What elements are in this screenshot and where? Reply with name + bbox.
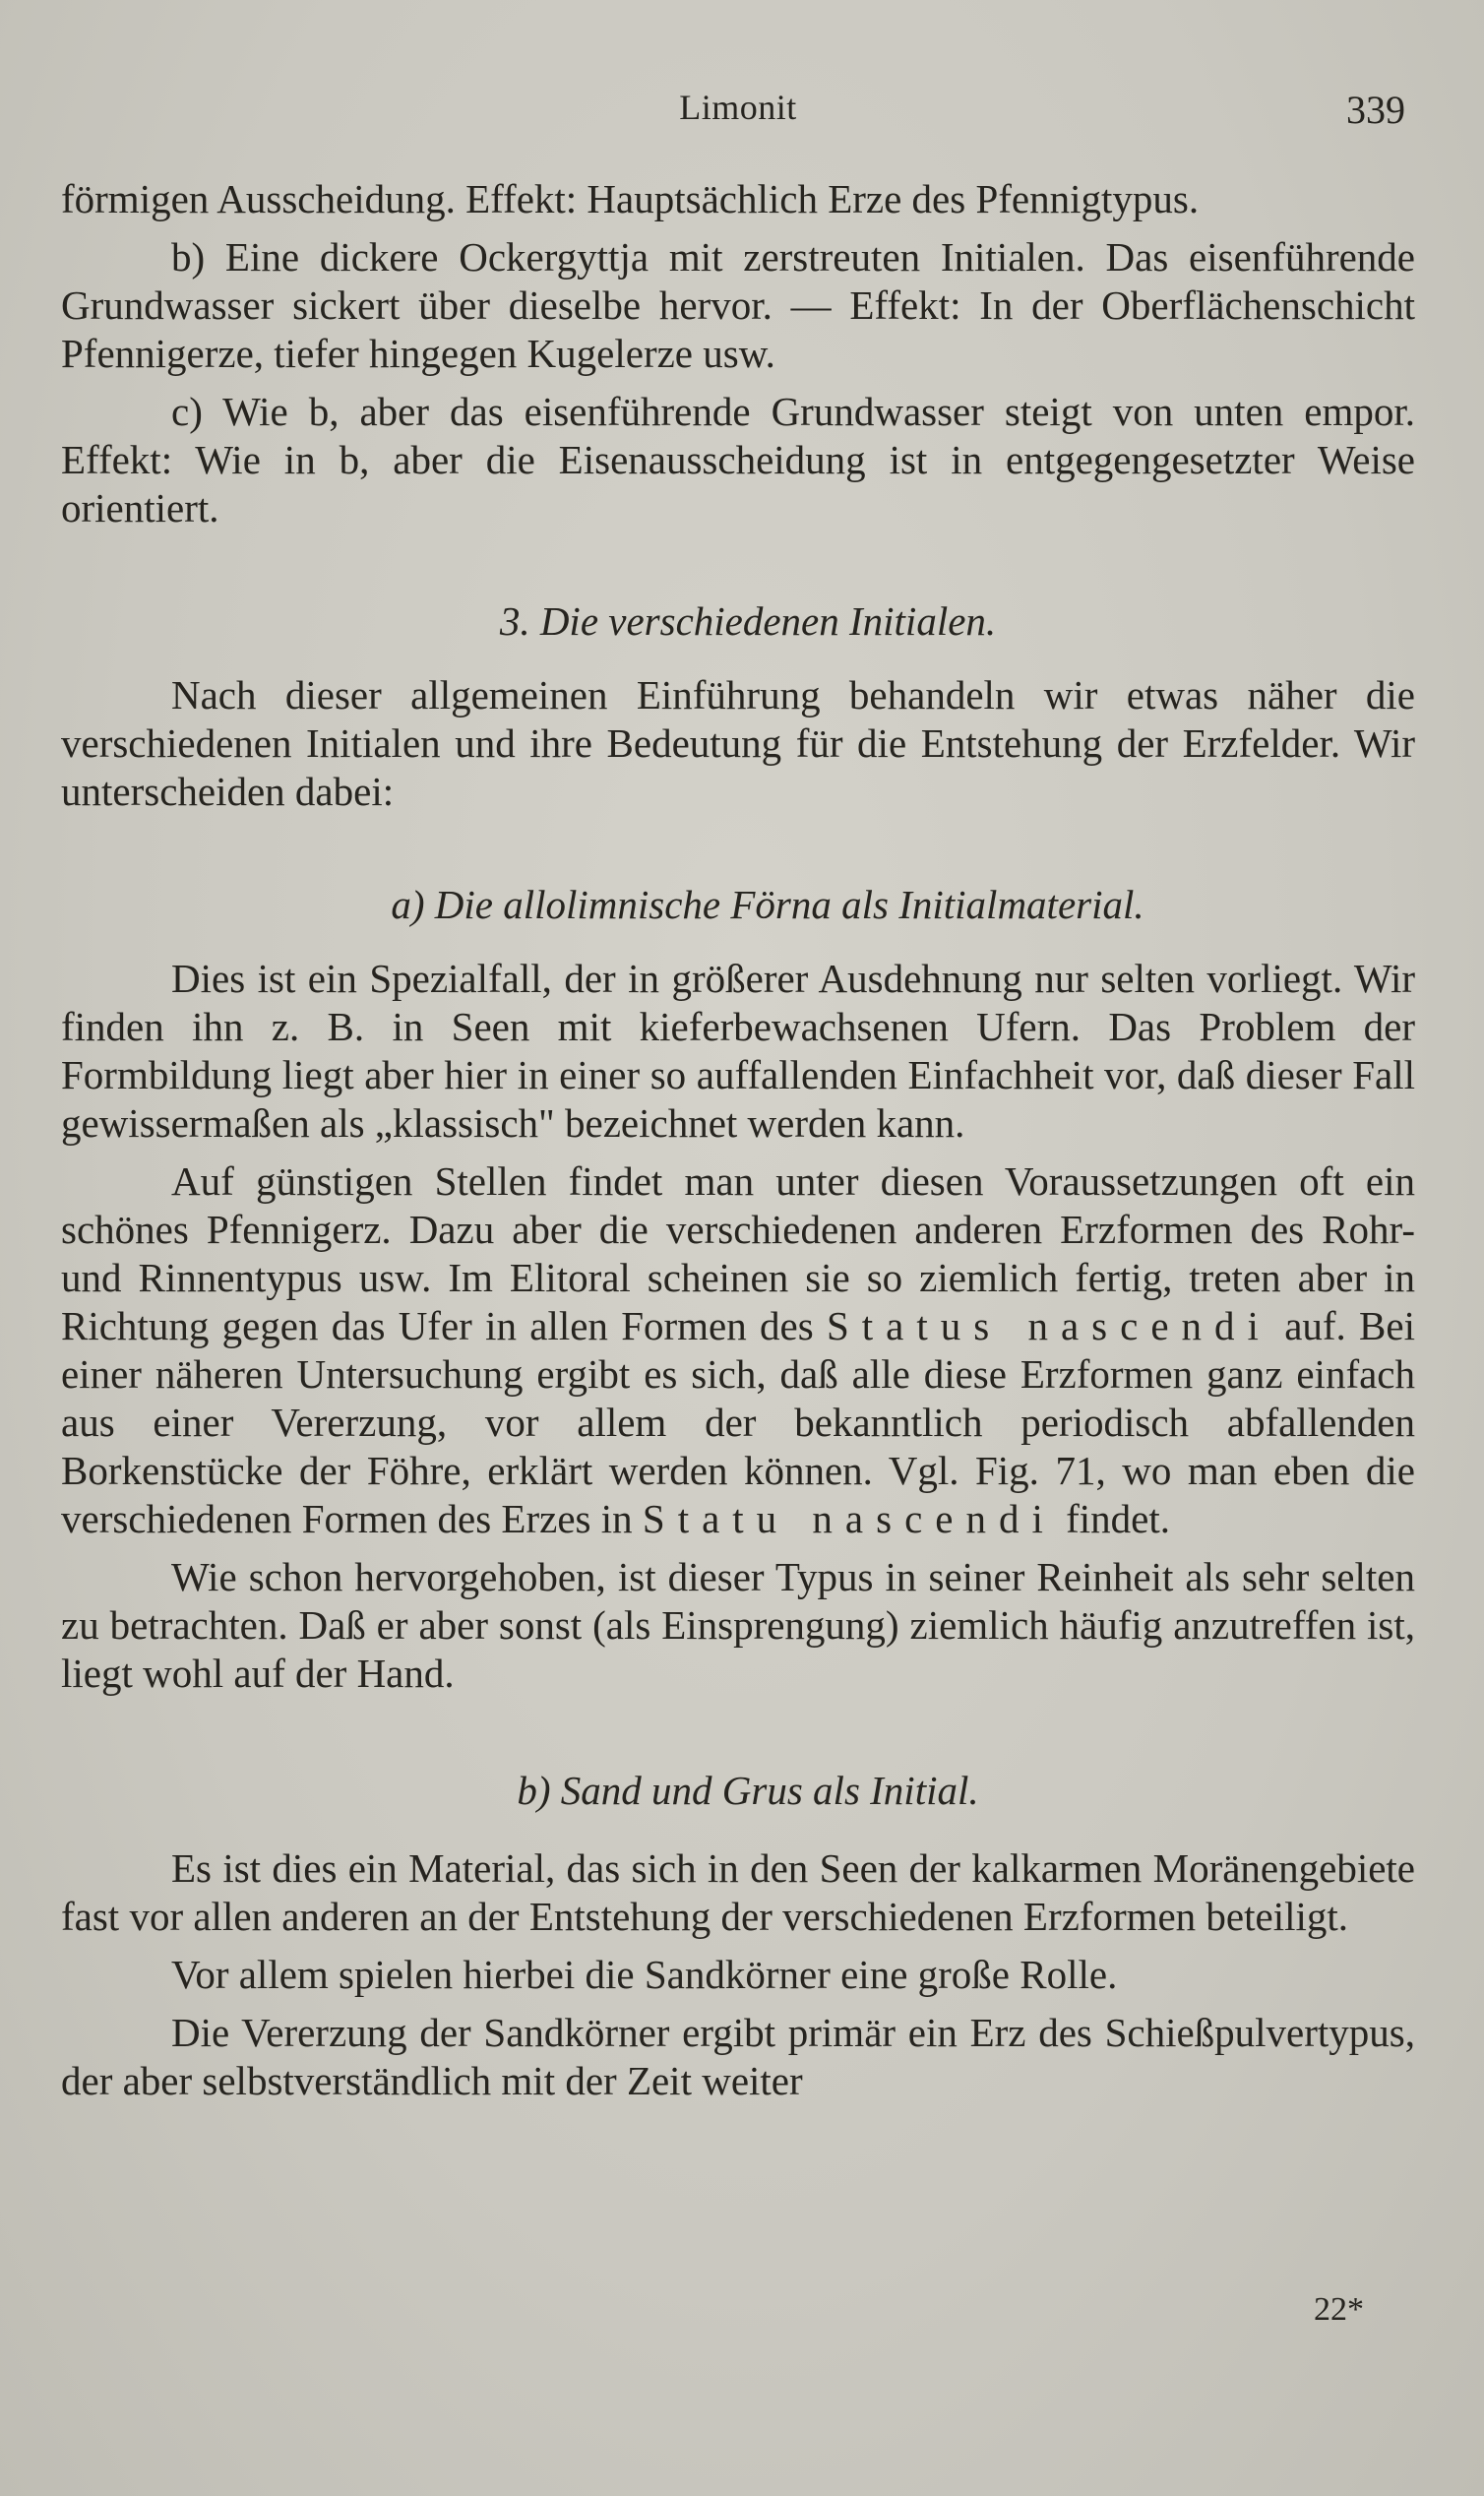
- paragraph-favorable-sites: [61, 1157, 1415, 1543]
- paragraph-ore-formation: Die Vererzung der Sandkörner ergibt primär ein Erz des Schießpulvertypus, der aber selbstverständlich mit der Zeit weiter: [61, 2010, 1415, 2103]
- paragraph-continuation: förmigen Ausscheidung. Effekt: Hauptsächlich Erze des Pfennigtypus.: [61, 176, 1200, 221]
- text-segment: Auf günstigen Stellen findet man unter diesen Voraussetzungen oft ein schönes Pfennigerz. Dazu aber die verschiedenen anderen Erzformen des Rohr- und Rinnentypus usw. Im Elitoral scheinen sie so ziemlich fertig, treten aber in Richtung gegen das Ufer in allen Formen des: [61, 1158, 1415, 1348]
- section-heading: 3. Die verschiedenen Initialen.: [499, 598, 997, 644]
- body-text: [61, 175, 1415, 2105]
- running-title: Limonit: [679, 88, 797, 127]
- spaced-term: Status nascendi: [826, 1303, 1271, 1348]
- subsection-heading-a: a) Die allolimnische Förna als Initialmaterial.: [391, 882, 1144, 927]
- paragraph-special-case: Dies ist ein Spezialfall, der in größerer Ausdehnung nur selten vorliegt. Wir finden ihn z. B. in Seen mit kieferbewachsenen Ufern. Das Problem der Formbildung liegt aber hier in einer so auffallenden Einfachheit vor, daß dieser Fall gewissermaßen als „klassisch" bezeichnet werden kann.: [61, 956, 1415, 1146]
- paragraph-material: Es ist dies ein Material, das sich in den Seen der kalkarmen Moränengebiete fast vor allen anderen an der Entstehung der verschiedenen Erzformen beteiligt.: [61, 1845, 1415, 1939]
- paragraph-intro: Nach dieser allgemeinen Einführung behandeln wir etwas näher die verschiedenen Initialen und ihre Bedeutung für die Entstehung der Erzfelder. Wir unterscheiden dabei:: [61, 672, 1415, 814]
- running-head: [61, 87, 1415, 136]
- paragraph-list-c: c) Wie b, aber das eisenführende Grundwasser steigt von unten empor. Effekt: Wie in b, aber die Eisenausscheidung ist in entgegengesetzter Weise orientiert.: [61, 389, 1415, 530]
- spaced-term: Statu nascendi: [642, 1496, 1056, 1541]
- subsection-heading-b: b) Sand und Grus als Initial.: [517, 1768, 979, 1813]
- paragraph-sand-grains: Vor allem spielen hierbei die Sandkörner eine große Rolle.: [171, 1952, 1118, 1997]
- text-segment: auf. Bei einer näheren Untersuchung ergibt es sich, daß alle diese Erzformen ganz einfach aus einer Vererzung, vor allem der bekanntlich periodisch abfallenden Borkenstücke der Föhre, erklärt werden können. Vgl. Fig. 71, wo man eben die verschiedenen Formen des Erzes in: [61, 1303, 1415, 1541]
- page-number: 339: [1346, 88, 1405, 132]
- paragraph-list-b: b) Eine dickere Ockergyttja mit zerstreuten Initialen. Das eisenführende Grundwasser sickert über dieselbe hervor. — Effekt: In der Oberflächenschicht Pfennigerze, tiefer hingegen Kugelerze usw.: [61, 234, 1415, 376]
- text-segment: findet.: [1066, 1496, 1171, 1541]
- printer-signature: 22*: [1314, 2291, 1364, 2328]
- paragraph-rarity: Wie schon hervorgehoben, ist dieser Typus in seiner Reinheit als sehr selten zu betrachten. Daß er aber sonst (als Einsprengung) ziemlich häufig anzutreffen ist, liegt wohl auf der Hand.: [61, 1554, 1415, 1696]
